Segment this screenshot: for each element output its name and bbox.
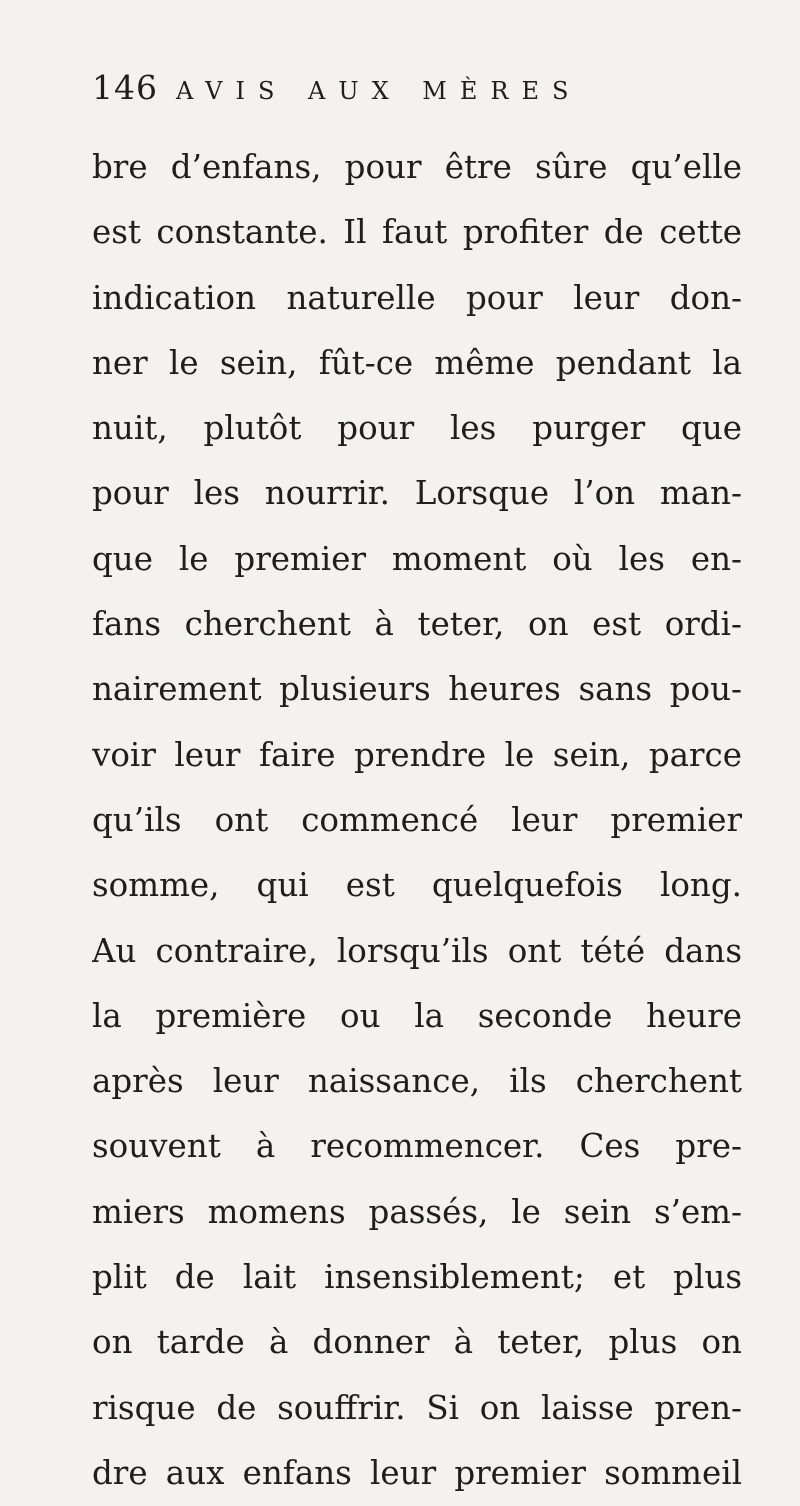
- body-text: [92, 135, 742, 1506]
- page-header: [92, 68, 581, 124]
- text-line: nuit, plutôt pour les purger que: [92, 409, 742, 448]
- page-number: 146: [92, 68, 158, 107]
- text-line: pour les nourrir. Lorsque l’on man-: [92, 474, 742, 513]
- text-line: somme, qui est quelquefois long.: [92, 866, 742, 905]
- text-line: voir leur faire prendre le sein, parce: [92, 735, 742, 774]
- text-line: bre d’enfans, pour être sûre qu’elle: [92, 148, 742, 186]
- text-line: qu’ils ont commencé leur premier: [92, 800, 742, 839]
- text-line: dre aux enfans leur premier sommeil: [92, 1453, 742, 1492]
- text-line: Au contraire, lorsqu’ils ont tété dans: [92, 931, 742, 970]
- text-line: plit de lait insensiblement; et plus: [92, 1258, 742, 1297]
- text-line: après leur naissance, ils cherchent: [92, 1062, 742, 1101]
- text-line: on tarde à donner à teter, plus on: [92, 1323, 742, 1362]
- text-line: fans cherchent à teter, on est ordi-: [92, 605, 742, 644]
- text-line: nairement plusieurs heures sans pou-: [92, 670, 742, 709]
- text-line: est constante. Il faut profiter de cette: [92, 213, 742, 252]
- text-line: miers momens passés, le sein s’em-: [92, 1192, 742, 1231]
- text-line: souvent à recommencer. Ces pre-: [92, 1127, 742, 1166]
- running-head: AVIS AUX MÈRES: [176, 77, 582, 105]
- text-line: ner le sein, fût-ce même pendant la: [92, 343, 742, 382]
- text-line: risque de souffrir. Si on laisse pren-: [92, 1388, 742, 1427]
- text-line: la première ou la seconde heure: [92, 996, 742, 1035]
- text-line: indication naturelle pour leur don-: [92, 278, 742, 317]
- text-line: que le premier moment où les en-: [92, 539, 742, 578]
